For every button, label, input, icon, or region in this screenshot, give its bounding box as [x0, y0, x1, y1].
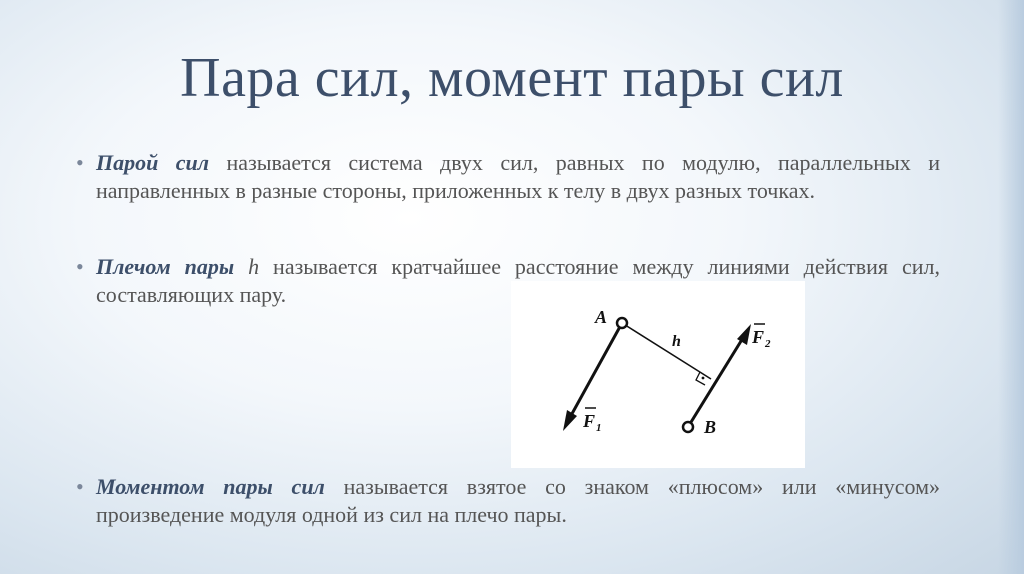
force-couple-diagram: [511, 281, 805, 468]
point-a-label: A: [595, 307, 608, 327]
force-couple-svg: [511, 281, 805, 468]
arm-variable: h: [248, 254, 260, 279]
term-couple: Парой сил: [96, 150, 210, 175]
arm-line: [622, 323, 711, 379]
point-b-marker: [683, 422, 693, 432]
point-b-label: B: [704, 417, 717, 437]
bullet-text: называется система двух сил, равных по модулю, параллельных и направленных в разные стороны, приложенных к телу в двух разных точках.: [96, 150, 941, 203]
force-f1-arrowhead: [563, 410, 577, 431]
force-f1-subscript: 1: [596, 422, 602, 434]
page-title: Пара сил, момент пары сил: [180, 47, 844, 109]
force-f2-subscript: 2: [765, 338, 771, 350]
term-moment: Моментом пары сил: [96, 474, 325, 499]
term-arm: Плечом пары: [96, 254, 235, 279]
point-a-marker: [617, 318, 627, 328]
arm-label: h: [672, 333, 681, 350]
bullet-marker: •: [76, 474, 84, 499]
bullet-couple-definition: [76, 149, 941, 205]
bullet-text: называется взятое со знаком «плюсом» или «минусом» произведение модуля одной из сил на плечо пары.: [96, 474, 940, 527]
force-f1-label: F: [583, 411, 596, 431]
bullet-moment-definition: [76, 473, 940, 529]
force-f2-label: F: [752, 327, 765, 347]
bullet-marker: •: [76, 254, 84, 279]
right-angle-dot: [702, 377, 705, 380]
force-f1-line: [568, 323, 622, 421]
bullet-text: называется кратчайшее расстояние между линиями действия сил, составляющих пару.: [96, 254, 940, 307]
bullet-marker: •: [76, 150, 84, 175]
